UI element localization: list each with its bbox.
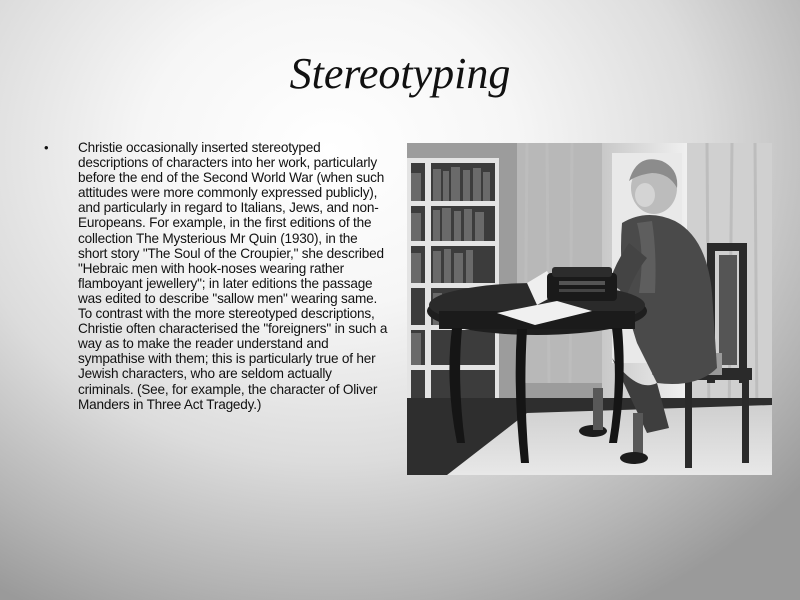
bullet-item — [44, 140, 390, 412]
slide-title: Stereotyping — [289, 49, 511, 98]
bullet-marker: • — [44, 140, 49, 155]
photo-illustration — [407, 143, 772, 475]
bullet-text: Christie occasionally inserted stereotyped descriptions of characters into her work, particularly before the end of the Second World War (when such attitudes were more commonly expressed publicly), and particularly in regard to Italians, Jews, and non-Europeans. For example, in the first editions of the collection The Mysterious Mr Quin (1930), in the short story "The Soul of the Croupier," she described "Hebraic men with hook-noses wearing rather flamboyant jewellery"; in later editions the passage was edited to describe "sallow men" wearing same. To contrast with the more stereotyped descriptions, Christie often characterised the "foreigners" in such a way as to make the reader understand and sympathise with them; this is particularly true of her Jewish characters, who are seldom actually criminals. (See, for example, the character of Oliver Manders in Three Act Tragedy.) — [78, 140, 388, 412]
woman-at-typewriter-photo — [407, 143, 772, 475]
bullet-list — [44, 140, 390, 412]
